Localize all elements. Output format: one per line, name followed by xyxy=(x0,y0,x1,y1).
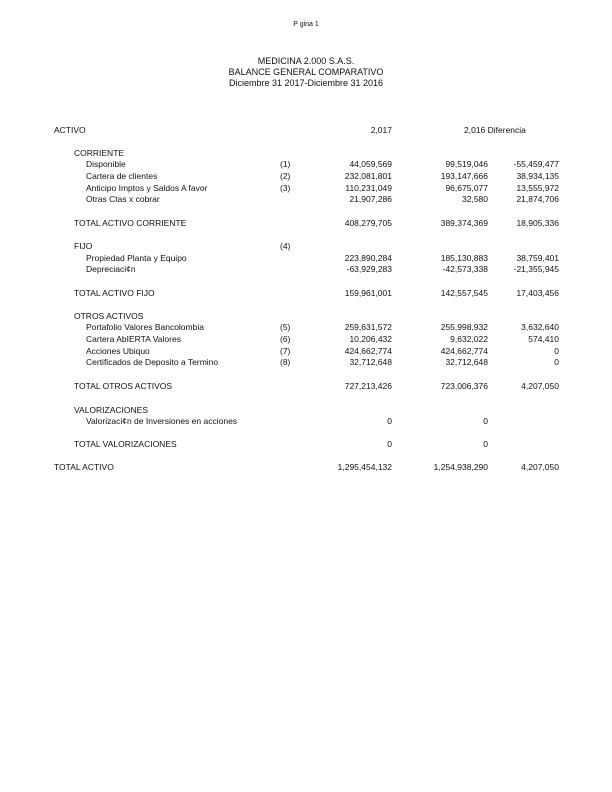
total-label: TOTAL VALORIZACIONES xyxy=(74,439,177,449)
value-2016: 9,632,022 xyxy=(450,334,488,344)
grand-total-difference: 4,207,050 xyxy=(521,462,559,472)
total-2016: 723,006,376 xyxy=(440,381,488,391)
table-row xyxy=(0,170,612,182)
value-2017: 32,712,648 xyxy=(349,357,392,367)
row-note: (1) xyxy=(280,159,291,169)
value-2017: 223,890,284 xyxy=(344,253,392,263)
table-row xyxy=(0,321,612,333)
total-difference: 18,905,336 xyxy=(516,218,559,228)
value-difference: 0 xyxy=(554,357,559,367)
total-2017: 159,961,001 xyxy=(344,288,392,298)
value-2016: 0 xyxy=(483,416,488,426)
value-difference: 21,874,706 xyxy=(516,194,559,204)
value-difference: 3,632,640 xyxy=(521,322,559,332)
total-difference: 4,207,050 xyxy=(521,381,559,391)
value-2016: 185,130,883 xyxy=(440,253,488,263)
value-2016: 32,580 xyxy=(462,194,488,204)
value-2017: 259,631,572 xyxy=(344,322,392,332)
total-2016: 389,374,369 xyxy=(440,218,488,228)
activo-heading: ACTIVO xyxy=(54,125,86,135)
value-2017: 232,081,801 xyxy=(344,171,392,181)
table-row xyxy=(0,263,612,275)
value-2016: 99,519,046 xyxy=(445,159,488,169)
company-name: MEDICINA 2.000 S.A.S. xyxy=(257,56,355,66)
value-difference: 0 xyxy=(554,346,559,356)
total-row-valorizaciones xyxy=(0,438,612,450)
total-label: TOTAL ACTIVO FIJO xyxy=(74,288,155,298)
value-2016: 424,662,774 xyxy=(440,346,488,356)
row-note: (2) xyxy=(280,171,291,181)
section-note: (4) xyxy=(280,241,291,251)
row-note: (5) xyxy=(280,322,291,332)
page-number: P gina 1 xyxy=(293,21,319,28)
grand-total-row xyxy=(0,461,612,473)
total-difference: 17,403,456 xyxy=(516,288,559,298)
report-title: BALANCE GENERAL COMPARATIVO xyxy=(228,67,384,77)
value-2016: 255,998,932 xyxy=(440,322,488,332)
row-label: Certificados de Deposito a Termino xyxy=(86,357,219,367)
value-2016: 96,675,077 xyxy=(445,183,488,193)
value-difference: 38,934,135 xyxy=(516,171,559,181)
value-difference: -55,459,477 xyxy=(513,159,559,169)
row-label: Propiedad Planta y Equipo xyxy=(86,253,187,263)
row-label: Depreciaci¢n xyxy=(86,264,136,274)
column-2016-difference-heading: 2,016 Diferencia xyxy=(464,125,526,135)
value-2017: 10,206,432 xyxy=(349,334,392,344)
row-label: Valorizaci¢n de Inversiones en acciones xyxy=(86,416,238,426)
value-2017: 44,059,569 xyxy=(349,159,392,169)
row-label: Disponible xyxy=(86,159,126,169)
value-difference: 574,410 xyxy=(528,334,559,344)
row-label: Otras Ctas x cobrar xyxy=(86,194,160,204)
row-label: Anticipo Imptos y Saldos A favor xyxy=(86,183,208,193)
total-row-otros xyxy=(0,380,612,392)
row-note: (8) xyxy=(280,357,291,367)
section-title: FIJO xyxy=(74,241,93,251)
grand-total-label: TOTAL ACTIVO xyxy=(54,462,114,472)
total-2016: 0 xyxy=(483,439,488,449)
row-note: (6) xyxy=(280,334,291,344)
table-row xyxy=(0,158,612,170)
row-label: Acciones Ubiquo xyxy=(86,346,150,356)
total-2017: 0 xyxy=(387,439,392,449)
grand-total-2016: 1,254,938,290 xyxy=(433,462,488,472)
row-label: Portafolio Valores Bancolombia xyxy=(86,322,204,332)
header-row xyxy=(0,124,612,136)
row-note: (7) xyxy=(280,346,291,356)
value-2016: 32,712,648 xyxy=(445,357,488,367)
section-title: OTROS ACTIVOS xyxy=(74,311,144,321)
total-row-corriente xyxy=(0,217,612,229)
total-label: TOTAL ACTIVO CORRIENTE xyxy=(74,218,187,228)
column-2017-heading: 2,017 xyxy=(370,125,392,135)
total-2017: 408,279,705 xyxy=(344,218,392,228)
table-row xyxy=(0,333,612,345)
total-2016: 142,557,545 xyxy=(440,288,488,298)
value-2016: 193,147,666 xyxy=(440,171,488,181)
total-row-fijo xyxy=(0,287,612,299)
row-label: Cartera de clientes xyxy=(86,171,158,181)
value-difference: 13,555,972 xyxy=(516,183,559,193)
value-2017: 0 xyxy=(387,416,392,426)
value-2017: 110,231,049 xyxy=(345,183,392,193)
table-row xyxy=(0,193,612,205)
value-2017: -63,929,283 xyxy=(346,264,392,274)
row-label: Cartera AbIERTA Valores xyxy=(86,334,181,344)
row-note: (3) xyxy=(280,183,291,193)
section-title-fijo xyxy=(0,240,612,252)
value-difference: 38,759,401 xyxy=(516,253,559,263)
table-row xyxy=(0,356,612,368)
table-row xyxy=(0,415,612,427)
value-2017: 424,662,774 xyxy=(344,346,392,356)
value-difference: -21,355,945 xyxy=(513,264,559,274)
grand-total-2017: 1,295,454,132 xyxy=(337,462,392,472)
section-title: VALORIZACIONES xyxy=(74,405,148,415)
report-period: Diciembre 31 2017-Diciembre 31 2016 xyxy=(228,78,384,88)
value-2017: 21,907,286 xyxy=(349,194,392,204)
section-title: CORRIENTE xyxy=(74,148,125,158)
total-2017: 727,213,426 xyxy=(344,381,392,391)
total-label: TOTAL OTROS ACTIVOS xyxy=(74,381,173,391)
value-2016: -42,573,338 xyxy=(442,264,488,274)
